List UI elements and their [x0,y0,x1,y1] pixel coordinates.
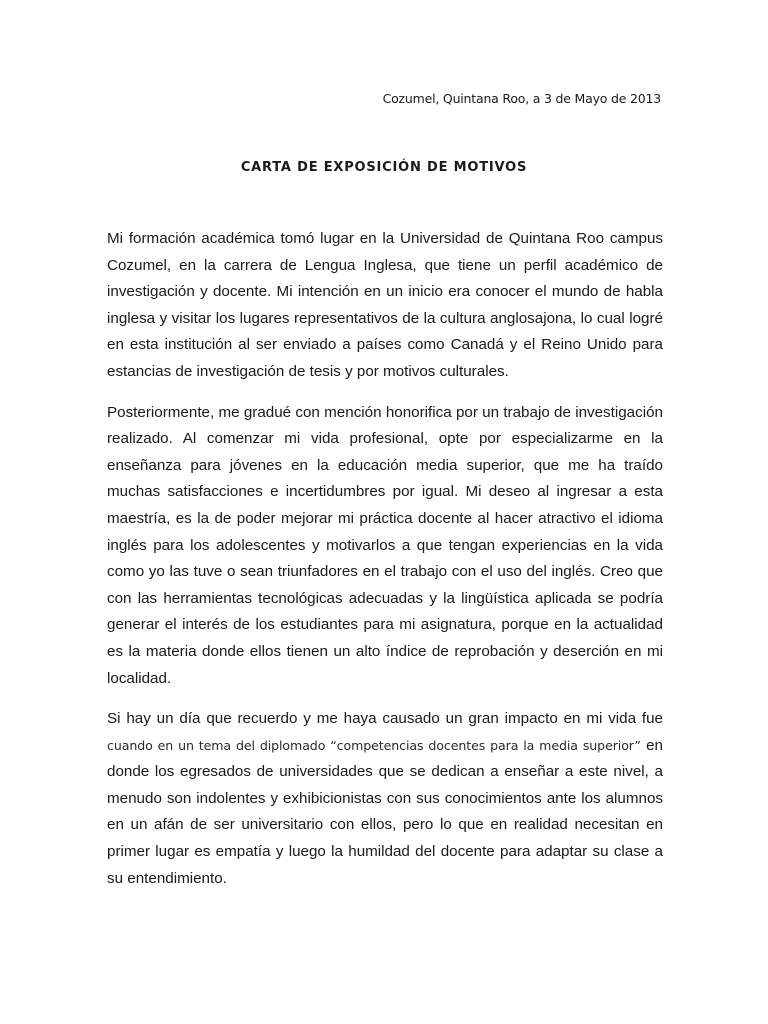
date-line: Cozumel, Quintana Roo, a 3 de Mayo de 2013 [382,91,661,106]
paragraph-3-end: en donde los egresados de universidades que se dedican a enseñar a este nivel, a menudo son indolentes y exhibicionistas con sus conocimientos ante los alumnos en un afán de ser universitario con ellos, pero lo que en realidad necesitan en primer lugar es empatía y luego la humildad del docente para adaptar su clase a su entendimiento. [107,736,663,887]
paragraph-3-quote: cuando en un tema del diplomado “competencias docentes para la media superior” [107,737,641,753]
document-title: CARTA DE EXPOSICIÓN DE MOTIVOS [240,160,528,175]
paragraph-2: Posteriormente, me gradué con mención honorifica por un trabajo de investigación realizado. Al comenzar mi vida profesional, opte por especializarme en la enseñanza para jóvenes en la educación media superior, que me ha traído muchas satisfacciones e incertidumbres por igual. Mi deseo al ingresar a esta maestría, es la de poder mejorar mi práctica docente al hacer atractivo el idioma inglés para los adolescentes y motivarlos a que tengan experiencias en la vida como yo las tuve o sean triunfadores en el trabajo con el uso del inglés. Creo que con las herramientas tecnológicas adecuadas y la lingüística aplicada se podría generar el interés de los estudiantes para mi asignatura, porque en la actualidad es la materia donde ellos tienen un alto índice de reprobación y deserción en mi localidad. [107,403,663,687]
letter-body [107,226,663,906]
paragraph-3 [107,706,663,892]
paragraph-1: Mi formación académica tomó lugar en la Universidad de Quintana Roo campus Cozumel, en la carrera de Lengua Inglesa, que tiene un perfil académico de investigación y docente. Mi intención en un inicio era conocer el mundo de habla inglesa y visitar los lugares representativos de la cultura anglosajona, lo cual logré en esta institución al ser enviado a países como Canadá y el Reino Unido para estancias de investigación de tesis y por motivos culturales. [107,230,663,380]
paragraph-3-start: Si hay un día que recuerdo y me haya causado un gran impacto en mi vida fue [107,710,663,728]
